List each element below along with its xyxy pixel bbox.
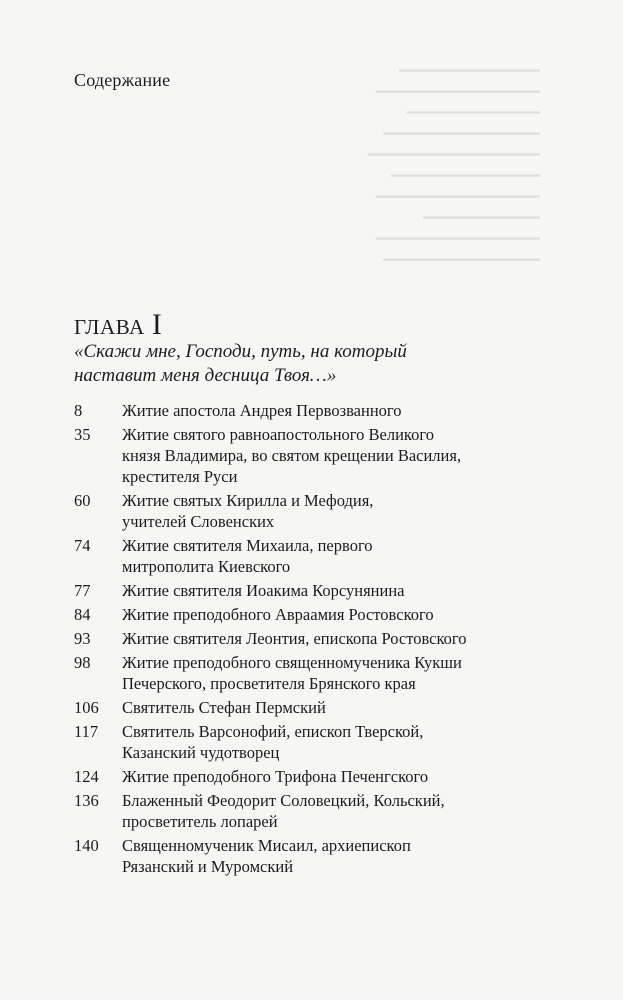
entry-title: [122, 604, 554, 625]
page-number: 84: [74, 605, 91, 624]
toc-entry[interactable]: [74, 400, 554, 421]
entry-title-line: Рязанский и Муромский: [122, 857, 294, 876]
page-number: 60: [74, 491, 91, 510]
entry-title-line: Житие святого равноапостольного Великого: [122, 425, 434, 444]
page-number: 93: [74, 629, 91, 648]
entry-title: [122, 400, 554, 421]
entry-title: [122, 424, 554, 487]
entry-title-line: крестителя Руси: [122, 467, 238, 486]
entry-title-line: Казанский чудотворец: [122, 743, 280, 762]
page-number: 106: [74, 698, 99, 717]
entry-title: [122, 652, 554, 694]
chapter-word: ГЛАВА: [74, 315, 145, 339]
entry-title: [122, 790, 554, 832]
entry-title-line: Житие святителя Леонтия, епископа Ростовского: [122, 629, 467, 648]
show-through-decoration: ━━━━━━━━━━━━━━━━━━ ━━━━━━━━━━━━━━━━━━━━━ ━━━━━━━━━━━━━━━━━ ━━━━━━━━━━━━━━━━━━━━ ━━━━━━━━━━━━━━━━━━━━━━ ━━━━━━━━━━━━━━━━━━━ ━━━━━━━━━━━━━━━━━━━━━ ━━━━━━━━━━━━━━━ ━━━━━━━━━━━━━━━━━━━━━ ━━━━━━━━━━━━━━━━━━━━: [367, 63, 540, 267]
entry-title-line: учителей Словенских: [122, 512, 275, 531]
epigraph-line: наставит меня десница Твоя…»: [74, 365, 337, 386]
entry-title-line: Печерского, просветителя Брянского края: [122, 674, 416, 693]
entry-title-line: Житие апостола Андрея Первозванного: [122, 401, 402, 420]
toc-entry[interactable]: [74, 790, 554, 832]
toc-entry[interactable]: [74, 580, 554, 601]
entry-title: [122, 580, 554, 601]
toc-entry[interactable]: [74, 604, 554, 625]
chapter-epigraph: [74, 340, 544, 388]
toc-entry[interactable]: [74, 424, 554, 487]
entry-title-line: Святитель Варсонофий, епископ Тверской,: [122, 722, 424, 741]
toc-entries: [74, 400, 554, 880]
entry-title: [122, 490, 554, 532]
entry-title: [122, 697, 554, 718]
entry-title-line: Священномученик Мисаил, архиепископ: [122, 836, 411, 855]
page-number: 77: [74, 581, 91, 600]
entry-title: [122, 628, 554, 649]
entry-title-line: Житие преподобного священномученика Кукши: [122, 653, 462, 672]
entry-title-line: Житие святителя Иоакима Корсунянина: [122, 581, 405, 600]
entry-title-line: митрополита Киевского: [122, 557, 291, 576]
entry-title: [122, 835, 554, 877]
toc-entry[interactable]: [74, 535, 554, 577]
entry-title-line: Блаженный Феодорит Соловецкий, Кольский,: [122, 791, 445, 810]
toc-entry[interactable]: [74, 835, 554, 877]
chapter-numeral: I: [151, 308, 162, 341]
entry-title-line: Житие святителя Михаила, первого: [122, 536, 373, 555]
page-number: 124: [74, 767, 99, 786]
toc-entry[interactable]: [74, 697, 554, 718]
entry-title-line: князя Владимира, во святом крещении Василия,: [122, 446, 462, 465]
entry-title-line: Житие преподобного Авраамия Ростовского: [122, 605, 434, 624]
toc-entry[interactable]: [74, 766, 554, 787]
page-number: 74: [74, 536, 91, 555]
toc-entry[interactable]: [74, 721, 554, 763]
page-number: 8: [74, 401, 83, 420]
toc-entry[interactable]: [74, 652, 554, 694]
entry-title: [122, 766, 554, 787]
entry-title-line: просветитель лопарей: [122, 812, 278, 831]
page-number: 117: [74, 722, 99, 741]
entry-title: [122, 721, 554, 763]
toc-entry[interactable]: [74, 628, 554, 649]
page-number: 140: [74, 836, 99, 855]
page-number: 98: [74, 653, 91, 672]
entry-title-line: Житие святых Кирилла и Мефодия,: [122, 491, 374, 510]
entry-title-line: Святитель Стефан Пермский: [122, 698, 326, 717]
chapter-heading: [74, 310, 162, 340]
epigraph-line: «Скажи мне, Господи, путь, на который: [74, 341, 407, 362]
page-number: 136: [74, 791, 99, 810]
entry-title-line: Житие преподобного Трифона Печенгского: [122, 767, 429, 786]
toc-title: Содержание: [74, 70, 171, 90]
entry-title: [122, 535, 554, 577]
page-number: 35: [74, 425, 91, 444]
toc-entry[interactable]: [74, 490, 554, 532]
